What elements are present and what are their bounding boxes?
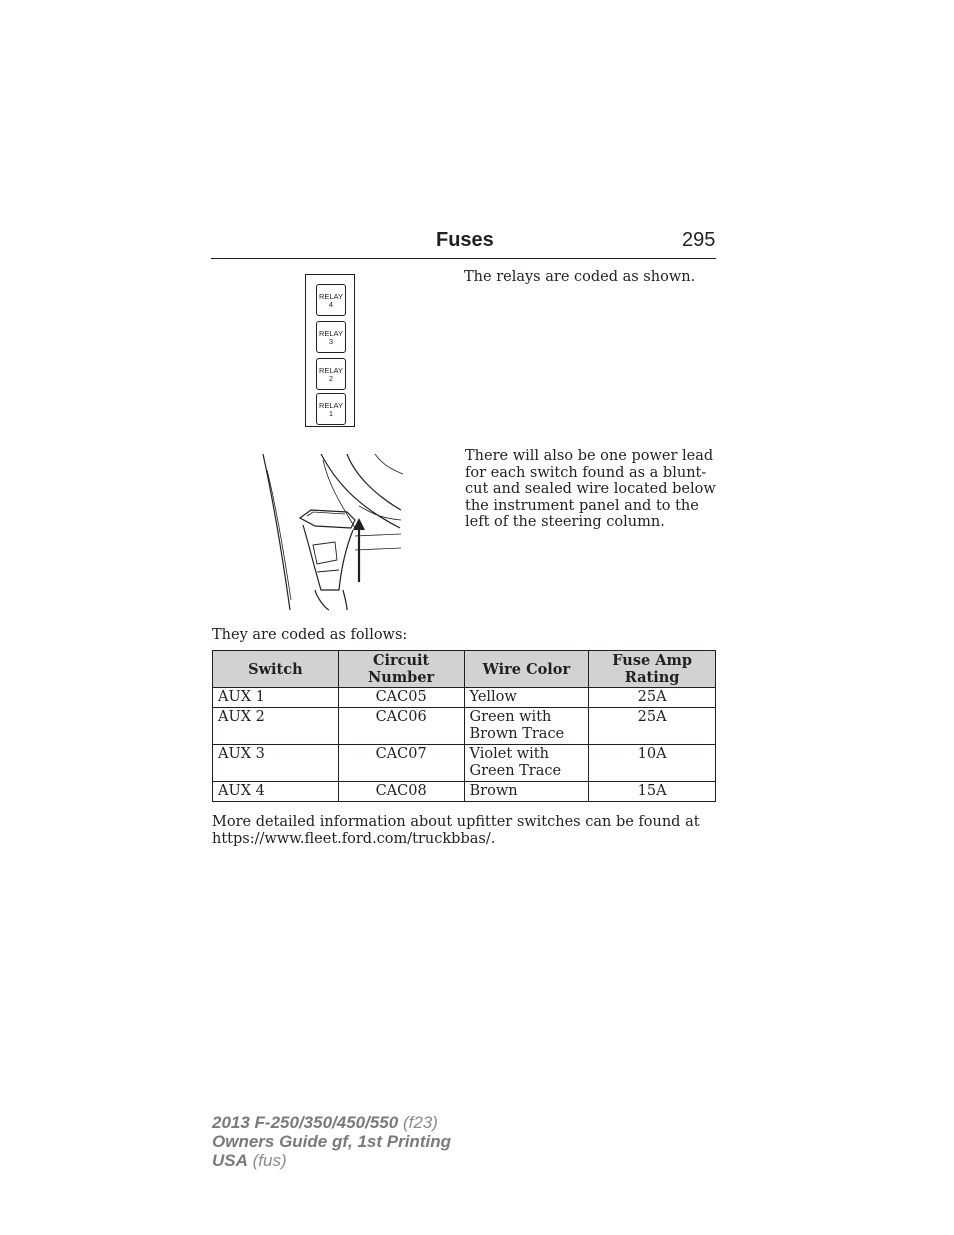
table-row [213,708,716,745]
cell-circuit: CAC05 [338,688,464,708]
footer-line-3 [212,1151,287,1170]
footer-model-code: (f23) [402,1113,438,1132]
relay-label: RELAY [318,401,344,410]
cell-switch: AUX 2 [213,708,339,745]
relay-1 [316,393,346,425]
relay-number: 3 [328,337,334,346]
relay-label: RELAY [318,329,344,338]
cell-circuit: CAC06 [338,708,464,745]
power-lead-text: There will also be one power lead for each switch found as a blunt-cut and sealed wire located below the instrument panel and to the left of the steering column. [465,448,716,530]
section-title: Fuses [436,229,494,251]
relay-2 [316,358,346,390]
table-row [213,745,716,782]
cell-wire-color: Brown [464,782,589,802]
switch-circuit-table [212,650,716,802]
relay-3 [316,321,346,353]
more-info-text: More detailed information about upfitter switches can be found at https://www.fleet.ford.com/truckbbas/. [212,814,700,847]
cell-switch: AUX 3 [213,745,339,782]
footer-guide: Owners Guide gf, 1st Printing [212,1132,451,1151]
steering-column-illustration [255,450,405,612]
table-row [213,782,716,802]
cell-fuse-amp: 15A [589,782,716,802]
relay-label: RELAY [318,292,344,301]
relay-panel-illustration [305,274,355,427]
relay-number: 4 [328,300,334,309]
header-switch: Switch [213,651,339,688]
cell-wire-color: Green with Brown Trace [464,708,589,745]
page-number: 295 [682,229,716,251]
footer-line-2 [212,1132,451,1151]
cell-switch: AUX 1 [213,688,339,708]
cell-fuse-amp: 25A [589,708,716,745]
header-fuse-amp-rating: Fuse Amp Rating [589,651,716,688]
cell-circuit: CAC08 [338,782,464,802]
footer-region: USA [212,1151,248,1170]
cell-wire-color: Violet with Green Trace [464,745,589,782]
cell-wire-color: Yellow [464,688,589,708]
footer-region-code: (fus) [252,1151,287,1170]
cell-fuse-amp: 25A [589,688,716,708]
footer-model: 2013 F-250/350/450/550 [212,1113,399,1132]
header-wire-color: Wire Color [464,651,589,688]
relay-label: RELAY [318,366,344,375]
coded-as-follows-text: They are coded as follows: [212,627,408,643]
relay-number: 2 [328,374,334,383]
cell-switch: AUX 4 [213,782,339,802]
header-divider [211,258,716,259]
cell-circuit: CAC07 [338,745,464,782]
cell-fuse-amp: 10A [589,745,716,782]
relays-coded-text: The relays are coded as shown. [464,269,696,285]
table-row [213,688,716,708]
relay-number: 1 [328,409,334,418]
footer-line-1 [212,1113,438,1132]
table-header-row [213,651,716,688]
relay-4 [316,284,346,316]
header-circuit-number: Circuit Number [338,651,464,688]
